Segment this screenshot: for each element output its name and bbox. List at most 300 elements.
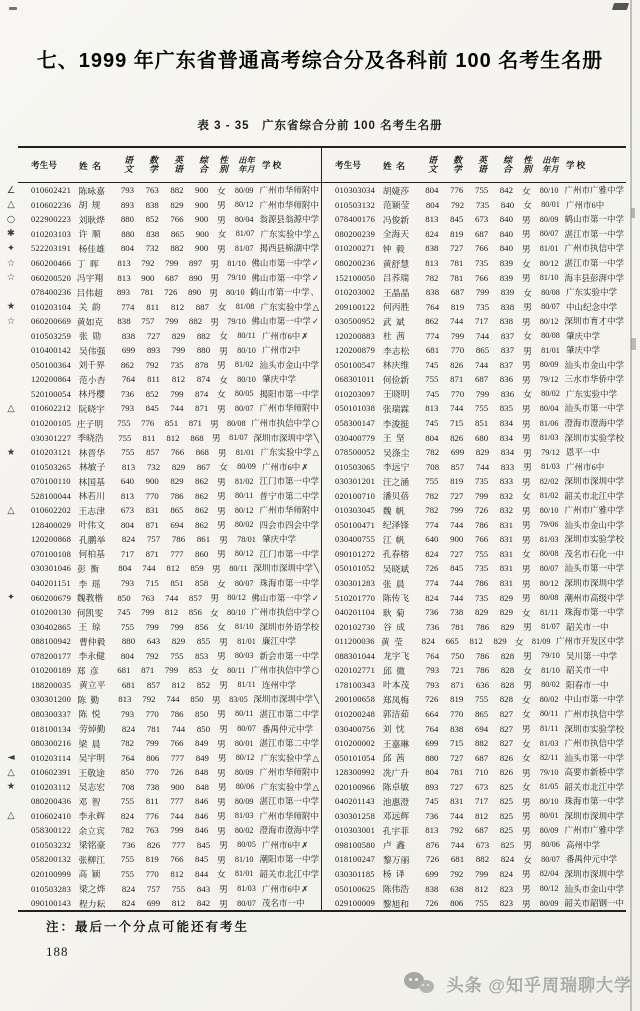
school-name: 广州市2中 [262,345,301,356]
score-english: 687 [474,228,489,239]
score-math: 857 [146,679,161,690]
trailing-pen-mark: ○ [311,608,319,619]
candidate-id: 050100471 [335,519,376,530]
school-name: 揭西县棉湖中学 [259,243,320,254]
table-row [31,721,319,736]
score-chinese: 824 [121,534,136,545]
score-chinese: 681 [121,679,136,690]
score-math: 811 [142,432,156,443]
score-chinese: 793 [120,185,135,196]
score-math: 763 [141,592,155,603]
score-math: 738 [146,781,160,792]
gender: 女 [217,302,227,313]
score-math: 893 [146,345,161,356]
score-chinese: 736 [425,621,440,632]
score-math: 776 [145,810,159,821]
candidate-name: 李永健 [78,651,105,662]
candidate-id: 120200864 [31,374,72,385]
birth-date: 80/09 [539,214,559,224]
score-math: 838 [450,723,464,734]
birth-date: 81/10 [234,854,254,864]
table-row [335,241,624,256]
candidate-id: 010203104 [31,301,72,312]
score-math: 665 [445,636,459,647]
table-row [335,532,624,547]
score-english: 726 [164,287,178,298]
score-english: 687 [474,825,489,836]
school-name: 肇庆中学 [262,374,297,385]
trailing-pen-mark: ╲ [313,433,319,444]
score-chinese: 850 [120,767,135,778]
score-english: 694 [170,519,184,530]
table-row [7,401,320,416]
scan-speck [631,208,635,218]
table-row [335,416,624,431]
candidate-id: 010303045 [335,505,376,516]
birth-date: 80/11 [227,665,246,675]
birth-date: 81/10 [539,273,559,283]
school-name: 中山市第一中学 [564,694,625,705]
trailing-pen-mark: △ [312,782,319,793]
score-english: 812 [164,607,179,618]
candidate-id: 528100044 [31,490,72,501]
table-row [31,619,319,634]
header-birth-top: 出年 [542,155,559,165]
table-row [335,387,624,402]
header-birth [535,156,566,175]
score-composite: 829 [499,592,513,603]
birth-date: 80/11 [237,331,256,341]
score-chinese: 813 [120,490,135,501]
score-chinese: 893 [120,199,135,210]
table-row [335,372,624,387]
score-composite: 846 [195,796,209,807]
birth-date: 80/09 [539,825,559,835]
birth-date: 81/11 [539,607,559,617]
score-chinese: 813 [117,258,131,268]
birth-date: 81/06 [539,418,559,428]
school-name: 韶关市一中 [566,621,609,632]
score-math: 744 [450,316,464,327]
score-math: 744 [450,519,464,530]
score-chinese: 804 [120,243,135,254]
school-name: 澄海市澄海中学 [564,418,625,429]
table-row [335,750,624,765]
gender: 女 [217,869,226,880]
gender: 男 [521,884,531,895]
candidate-id: 030402865 [31,621,72,632]
score-composite: 900 [195,185,209,196]
school-name: 翁源县翁源中学 [259,214,320,225]
school-name: 广州市开发区中学 [556,636,625,647]
score-math: 819 [450,301,465,312]
gender: 男 [217,651,226,662]
score-composite: 837 [500,345,515,356]
header-subject [191,156,216,175]
table-row [31,867,319,882]
candidate-name: 黄舒慧 [382,258,410,269]
table-row [335,328,624,343]
gender: 男 [521,374,531,385]
score-composite: 836 [499,374,513,385]
candidate-name: 林庆维 [382,360,410,371]
gender: 男 [521,418,531,429]
score-composite: 833 [499,476,513,487]
score-composite: 862 [195,519,209,530]
table-row [31,852,319,867]
candidate-id: 520100054 [31,388,72,399]
table-row [335,809,624,824]
candidate-name: 郑 彦 [76,665,99,676]
table-row [31,561,319,576]
score-composite: 837 [500,330,515,341]
school-name: 湛江市第一中学 [564,228,625,239]
header-candidate-id: 考生号 [31,160,58,170]
gender: 男 [217,447,227,458]
score-math: 871 [450,374,464,385]
score-math: 838 [145,199,159,210]
table-row [335,488,624,503]
birth-date: 80/09 [234,185,254,195]
birth-date: 80/08 [226,418,246,428]
table-row [335,867,624,882]
score-composite: 844 [195,868,209,879]
candidate-name: 张瑞霖 [382,403,410,414]
score-english: 735 [475,301,490,312]
score-chinese: 673 [120,505,135,516]
score-english: 799 [165,258,179,268]
score-english: 829 [171,636,186,647]
score-english: 766 [170,854,184,865]
score-math: 687 [450,287,465,298]
gender: 男 [521,229,531,240]
candidate-name: 陈 悦 [78,709,101,720]
birth-date: 80/11 [229,563,248,573]
score-chinese: 708 [425,461,440,472]
candidate-name: 何凯雯 [76,607,104,618]
margin-pen-mark: ✱ [7,228,15,240]
school-name: 广州市6中✗ [262,839,309,851]
table-row [31,328,319,343]
score-composite: 882 [188,316,203,327]
birth-date: 80/10 [237,345,256,355]
birth-date: 80/09 [234,767,254,777]
candidate-name: 王晶晶 [383,287,410,298]
table-row [31,707,319,722]
header-subject-top: 综 [503,154,512,165]
score-chinese: 813 [425,258,439,268]
gender: 男 [521,214,531,225]
gender: 女 [209,665,219,676]
candidate-id: 080200236 [335,258,376,268]
score-math: 792 [142,694,156,705]
score-english: 829 [474,607,489,618]
score-chinese: 850 [117,592,131,603]
score-composite: 867 [196,461,211,472]
score-english: 882 [475,854,490,865]
score-chinese: 804 [120,519,135,530]
birth-date: 83/05 [229,694,248,704]
table-row [335,430,624,445]
trailing-pen-mark: ✓ [311,317,319,328]
candidate-id: 120200879 [335,345,376,356]
candidate-name: 范小杏 [79,374,106,385]
birth-date: 80/08 [541,331,560,341]
school-name: 韶关市一中 [566,665,609,676]
candidate-name: 吴晓斌 [382,563,410,574]
gender: 男 [217,549,226,560]
school-name: 深圳市深圳中学╲ [253,694,319,706]
score-math: 871 [141,665,155,676]
candidate-id: 020100999 [31,868,72,879]
score-chinese: 755 [117,418,131,429]
table-row [31,416,319,431]
score-composite: 828 [500,650,515,661]
score-math: 792 [450,868,464,879]
score-math: 776 [141,418,155,429]
trailing-pen-mark: ✗ [301,884,309,895]
school-name: 深圳市实验学校 [564,723,625,734]
score-chinese: 745 [425,418,439,429]
score-composite: 825 [499,825,513,836]
table-row [335,198,624,213]
score-math: 781 [450,258,464,268]
table-row [335,474,624,489]
candidate-name: 王晓明 [383,389,410,400]
score-chinese: 793 [120,578,135,589]
candidate-id: 200100658 [335,694,376,705]
birth-date: 80/05 [234,389,254,399]
score-english: 799 [474,490,489,501]
candidate-name: 吴志宏 [78,782,106,793]
birth-date: 81/02 [539,491,559,501]
gender: 男 [521,520,531,531]
table-row [31,678,319,693]
score-chinese: 793 [120,403,135,414]
candidate-id: 050101052 [335,563,376,574]
birth-date: 80/07 [539,229,559,239]
score-english: 744 [170,810,184,821]
table-row [335,649,624,664]
school-name: 广州市华师附中 [259,505,320,516]
school-name: 韶关市北江中学 [564,781,625,792]
candidate-name: 张 晨 [382,578,405,589]
gender: 男 [521,724,531,734]
table-row [31,823,319,838]
score-composite: 871 [188,418,202,429]
candidate-id: 080200436 [31,796,72,807]
candidate-id: 010200189 [31,665,72,676]
birth-date: 80/11 [235,491,254,501]
margin-pen-mark: △ [7,810,15,822]
gender: 男 [209,418,219,429]
score-english: 755 [171,883,186,894]
candidate-name: 卢 鑫 [383,840,405,851]
school-name: 广州市6中✗ [262,883,309,895]
candidate-name: 何柏基 [78,549,105,560]
school-name: 廉江中学 [262,636,297,647]
score-chinese: 838 [121,330,136,341]
score-composite: 868 [195,447,209,458]
score-english: 882 [170,243,184,254]
candidate-name: 孔宇菲 [382,825,410,836]
gender: 男 [211,694,221,705]
birth-date: 81/08 [235,302,255,312]
candidate-name: 张柳江 [78,854,105,865]
score-english: 687 [474,374,489,385]
candidate-id: 040201151 [31,578,71,589]
score-composite: 857 [188,592,203,603]
score-math: 715 [450,738,464,749]
birth-date: 80/07 [541,854,560,864]
candidate-name: 梁之烨 [79,884,106,895]
gender: 男 [217,214,226,225]
birth-date: 79/10 [227,273,246,283]
candidate-name: 胡 规 [78,200,101,211]
table-row [335,852,624,867]
school-name: 广东实验中学△ [260,781,319,793]
score-math: 845 [145,403,159,414]
score-composite: 848 [195,781,209,792]
table-row [31,605,319,620]
candidate-name: 刘耿烨 [78,214,105,225]
candidate-id: 010200002 [335,738,376,749]
candidate-id: 030301200 [31,694,72,705]
score-composite: 849 [195,752,209,763]
birth-date: 81/07 [541,622,560,632]
gender: 男 [521,243,531,254]
school-name: 广州市执信中学○ [251,665,319,677]
candidate-name: 杨 译 [382,869,405,880]
score-math: 763 [145,185,159,196]
gender: 男 [217,782,227,793]
score-chinese: 793 [425,665,440,676]
birth-date: 80/02 [234,520,254,530]
birth-date: 80/10 [237,374,256,384]
table-row [7,227,319,242]
birth-date: 80/07 [541,302,560,312]
header-name: 姓 名 [383,160,405,171]
score-math: 792 [145,359,159,370]
score-chinese: 764 [121,752,135,763]
table-row [335,838,624,853]
table-row [31,343,319,358]
birth-date: 80/10 [539,505,559,515]
candidate-id: 011200036 [335,636,375,647]
table-bottom-rule [18,910,626,912]
footnote: 注：最后一个分点可能还有考生 [46,920,250,934]
header-subject [166,156,191,175]
school-name: 恩平一中 [566,447,601,458]
table-row [31,634,319,649]
score-chinese: 893 [425,781,439,792]
table-row [6,299,319,314]
birth-date: 80/12 [539,258,559,268]
table-row [31,488,319,503]
candidate-name: 林晋华 [78,447,106,458]
score-math: 643 [146,636,161,647]
school-name: 韶关市北江中学 [564,490,625,501]
watermark-text: 头条 @知乎周瑞聊大学 [446,976,632,995]
score-composite: 900 [195,228,209,239]
candidate-id: 080300337 [31,708,72,719]
score-chinese: 726 [425,694,439,705]
school-name: 深圳市深圳中学 [564,578,625,589]
candidate-name: 潘贝蓓 [382,491,410,502]
birth-date: 80/02 [541,680,560,690]
birth-date: 81/07 [235,229,255,239]
score-chinese: 745 [117,607,131,618]
birth-date: 80/07 [237,898,256,908]
candidate-id: 060200669 [31,316,72,327]
birth-date: 81/01 [541,345,560,355]
candidate-id: 078500052 [335,447,376,458]
table-row [7,765,320,780]
candidate-id: 010602202 [31,505,72,516]
table-row [335,794,624,809]
gender: 男 [217,811,226,822]
candidate-id: 010203121 [31,447,72,458]
score-chinese: 774 [425,330,440,341]
birth-date: 80/03 [234,651,254,661]
score-chinese: 708 [121,781,135,792]
table-row [6,212,320,227]
score-composite: 827 [499,723,513,734]
school-name: 汕头市金山中学 [564,359,625,370]
school-name: 佛山市第一中学✓ [251,316,319,328]
school-name: 江门市第一中学 [259,548,320,559]
score-chinese: 745 [425,388,440,399]
score-chinese: 824 [425,228,439,239]
score-math: 744 [450,810,464,821]
candidate-id: 010303001 [335,825,376,836]
table-row [7,241,320,256]
score-english: 687 [165,272,179,283]
score-composite: 836 [500,388,515,399]
score-math: 738 [450,607,464,618]
candidate-name: 何俭新 [382,374,410,385]
score-chinese: 640 [425,534,439,545]
margin-pen-mark: ◄ [7,752,15,764]
score-english: 851 [164,418,179,429]
score-chinese: 699 [425,738,439,749]
birth-date: 79/10 [539,767,559,777]
score-english: 812 [170,301,185,312]
score-math: 770 [145,708,159,719]
score-chinese: 824 [425,548,439,559]
gender: 女 [219,462,228,473]
gender: 女 [521,709,531,720]
score-composite: 825 [499,796,513,807]
candidate-id: 010503132 [335,199,376,210]
school-name: 深圳市实验学校 [564,534,625,545]
birth-date: 80/12 [539,316,559,326]
table-row [31,532,319,547]
birth-date: 79/10 [227,316,246,326]
score-chinese: 838 [425,243,439,254]
candidate-name: 孔鹏举 [79,534,106,545]
birth-date: 81/10 [541,665,560,675]
header-birth-bottom: 年月 [238,165,255,174]
table-row [335,896,624,911]
gender: 男 [521,898,531,909]
candidate-name: 冯俊新 [382,214,410,225]
school-name: 广州市6中✗ [262,461,309,473]
table-row [335,343,624,358]
score-composite: 840 [499,214,513,225]
gender: 女 [217,229,227,240]
score-composite: 890 [188,272,203,283]
